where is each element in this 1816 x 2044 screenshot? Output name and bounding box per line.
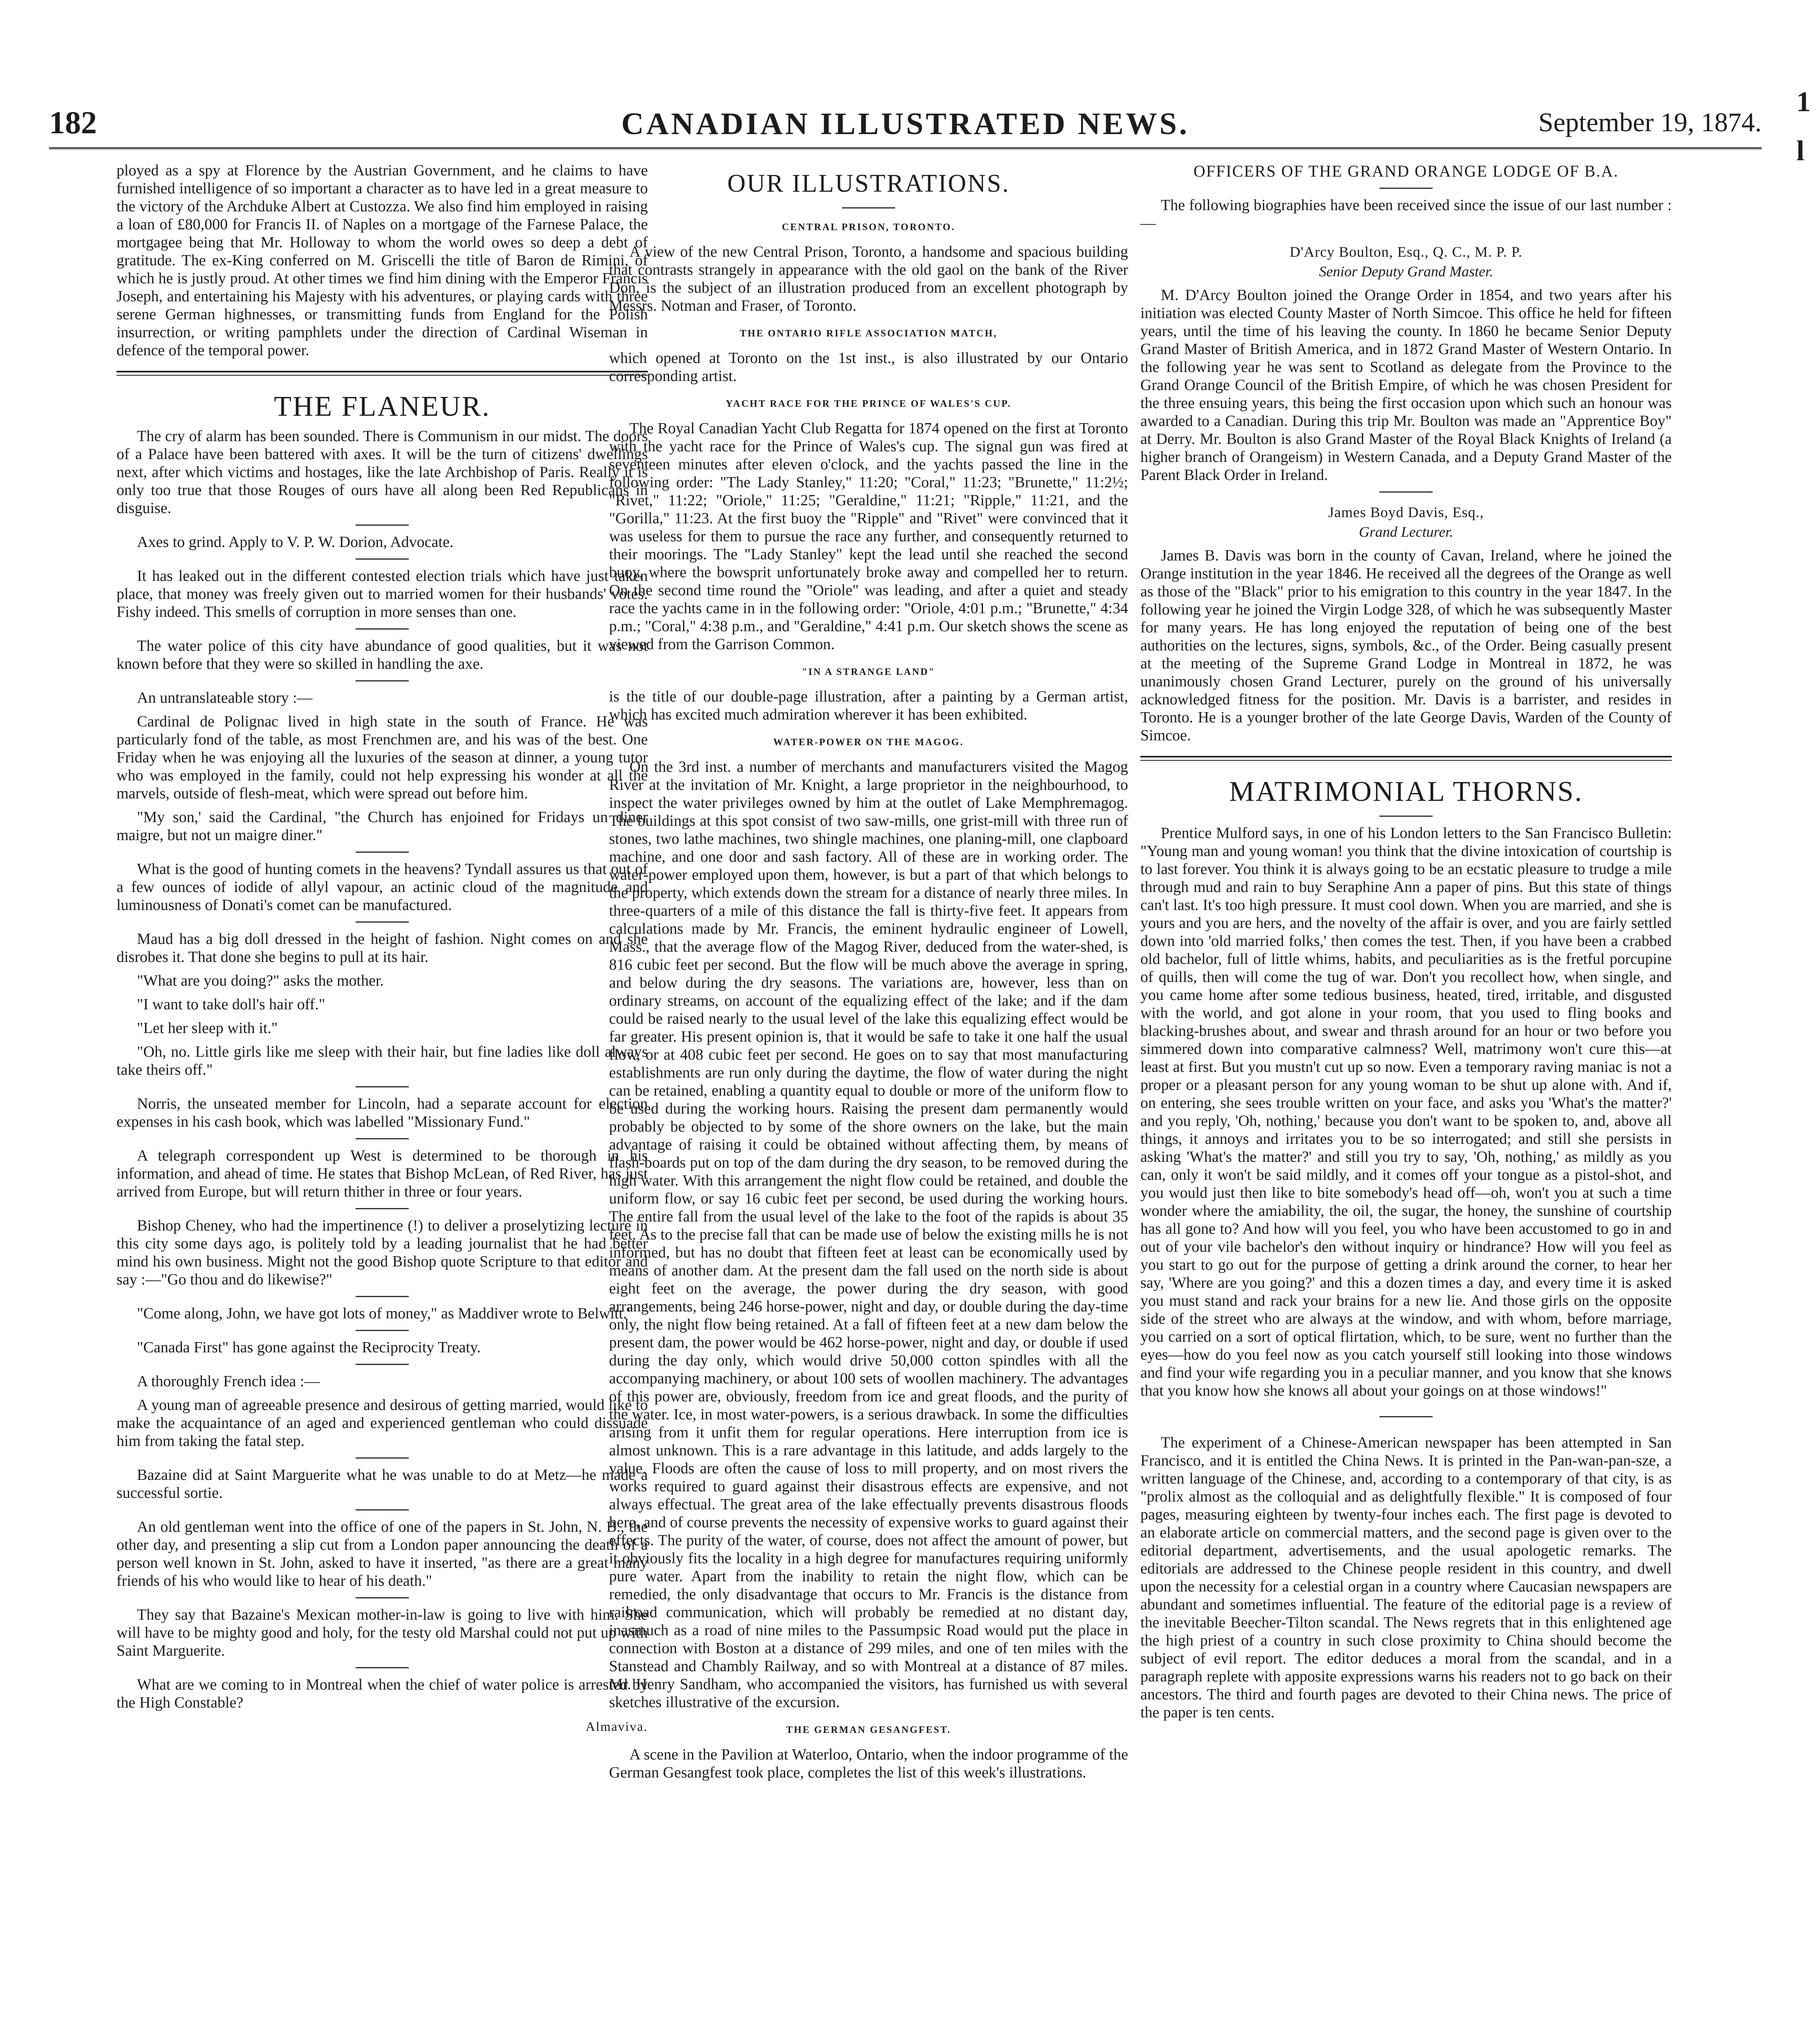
- paragraph: A view of the new Central Prison, Toronto, a handsome and spacious building that contrasts strangely in appearance with the old gaol on the bank of the River Don, is the subject of an illustration produced from an excellent photograph by Messrs. Notman and Fraser, of Toronto.: [609, 243, 1128, 314]
- continued-article: ployed as a spy at Florence by the Austrian Government, and he claims to have furnished intelligence of so important a character as to have led in a great measure to the victory of the Archduke Albert at Custozza. We also find him employed in raising a loan of £80,000 for Francis II. of Naples on a mortgage of the Farnese Palace, the mortgagee being that Mr. Holloway to whom the world owes so deep a debt of gratitude. The ex-King conferred on M. Griscelli the title of Baron de Rimini, of which he is justly proud. At other times we find him dining with the Emperor Francis Joseph, and entertaining his Majesty with his adventures, or playing cards with three serene German highnesses, or transmitting funds from England for the Polish insurrection, or writing pamphlets under the direction of Cardinal Wiseman in defence of the temporal power.: [116, 162, 648, 359]
- item-rule: [356, 1086, 409, 1087]
- subhead-gesangfest: THE GERMAN GESANGFEST.: [786, 1725, 951, 1735]
- paragraph: On the 3rd inst. a number of merchants and manufacturers visited the Magog River at the invitation of Mr. Knight, a large proprietor in the neighbourhood, to inspect the water privileges owned by him at the outlet of Lake Memphremagog. The buildings at this spot consist of two saw-mills, one grist-mill with three run of stones, two lathe machines, two shingle machines, one planing-mill, one clapboard machine, and one door and sash factory. All of these are in working order. The water-power employed upon them, however, is but a part of that which belongs to the property, which extends down the stream for a distance of nearly three miles. In three-quarters of a mile of this distance the fall is thirty-five feet. It appears from calculations made by Mr. Francis, the eminent hydraulic engineer of Lowell, Mass., that the average flow of the Magog River, deduced from the water-shed, is 816 cubic feet per second. But the flow will be much above the average in spring, and below during the dry seasons. The variations are, however, less than on ordinary streams, on account of the equalizing effect of the lake; and if the dam could be raised nearly to the usual level of the lake this equalizing effect would be far greater. His present opinion is, that it would be safe to take it one half the usual flow, or at 408 cubic feet per second. He goes on to say that most manufacturing establishments are run only during the daytime, the flow of water during the night can be retained, enabling a quantity equal to double or more of the uniform flow to be used during the working hours. Raising the present dam permanently would probably be objected to by some of the shore owners on the lake, but the main advantage of raising it could be obtained without affecting them, by means of flash-boards put on top of the dam during the dry season, to be removed during the high water. With this arrangement the night flow could be retained, and double the uniform flow, or say 16 cubic feet per second, be used during the working hours. The entire fall from the usual level of the lake to the foot of the rapids is about 35 feet. As to the precise fall that can be made use of below the existing mills he is not informed, but has no doubt that fifteen feet at least can be economically used by means of another dam. At the present dam the fall used on the north side is about eight feet on the average, the power during the dry season, with good arrangements, being 246 horse-power, night and day, or double during the day-time only, the night flow being retained. At a fall of fifteen feet at a new dam below the present dam, the power would be 462 horse-power, night and day, or double if used during the day only, which would drive 50,000 cotton spindles with all the accompanying machinery, or about 100 sets of woollen machinery. The advantages of this power are, obviously, freedom from ice and great floods, and the purity of the water. Ice, in most water-powers, is a serious drawback. In some the difficulties arising from it unfit them for regular operations. Here interruption from ice is almost unknown. This is a rare advantage in this latitude, and adds largely to the value. Floods are often the cause of loss to mill property, and on most rivers the works required to guard against their disastrous effects are expensive, and not always effectual. The great area of the lake effectually prevents disastrous floods here, and of course prevents the necessity of expensive works to guard against their effects. The purity of the water, of course, does not affect the amount of power, but it obviously fits the locality in a high degree for manufactures requiring uniformly pure water. Apart from the inability to retain the night flow, which can be remedied, the only disadvantage that occurs to Mr. Francis is the distance from railroad communication, which will probably be remedied at no distant day, inasmuch as a road of nine miles to the Passumpsic Road would put the place in connection with Boston at a distance of 299 miles, and one of ten miles with the Stanstead and Chambly Railway, and so with Montreal at a distance of 87 miles. Mr. Henry Sandham, who accompanied the visitors, has furnished us with several sketches illustrative of the excursion.: [609, 758, 1128, 1711]
- item-rule: [356, 1597, 409, 1598]
- paragraph: M. D'Arcy Boulton joined the Orange Order in 1854, and two years after his initiation was elected County Master of North Simcoe. This office he held for fifteen years, until the time of his leaving the county. In 1860 he became Senior Deputy Grand Master of British America, and in 1872 Grand Master of Western Ontario. In the following year he was sent to Scotland as delegate from the Province to the Grand Orange Council of the British Empire, of which he was chosen President for the three ensuing years, this being the first occasion upon which such an honour was awarded to a Canadian. During this trip Mr. Boulton was made an "Apprentice Boy" at Derry. Mr. Boulton is also Grand Master of the Royal Black Knights of Ireland (a higher branch of Orangeism) in Western Canada, and a Deputy Grand Master of the Parent Black Order in Ireland.: [1140, 287, 1672, 484]
- paragraph: Bishop Cheney, who had the impertinence (!) to deliver a proselytizing lecture in this city some days ago, is politely told by a leading journalist that he had better mind his own business. Might not the good Bishop quote Scripture to that editor and say :—"Go thou and do likewise?": [116, 1217, 648, 1288]
- edge-mark-top: 1: [1796, 86, 1811, 118]
- item-rule: [356, 1364, 409, 1365]
- paragraph: "Canada First" has gone against the Reciprocity Treaty.: [137, 1339, 481, 1356]
- paragraph: "Oh, no. Little girls like me sleep with their hair, but fine ladies like doll always take theirs off.": [116, 1043, 648, 1078]
- paragraph: Cardinal de Polignac lived in high state in the south of France. He was particularly fond of the table, as most Frenchmen are, and his was of the best. One Friday when he was enjoying all the luxuries of the season at dinner, a young tutor who was employed in the family, could not help expressing his wonder at all the marvels, outside of flesh-meat, which were spread out before him.: [116, 713, 648, 802]
- matrimonial-title: MATRIMONIAL THORNS.: [1229, 776, 1583, 807]
- masthead: [49, 102, 1762, 149]
- paragraph: What are we coming to in Montreal when the chief of water police is arrested by the High Constable?: [116, 1676, 648, 1711]
- item-rule: [356, 524, 409, 526]
- paragraph: A young man of agreeable presence and desirous of getting married, would like to make the acquaintance of an aged and experienced gentleman who could dissuade him from taking the fatal step.: [116, 1396, 648, 1450]
- biography-role-boulton: Senior Deputy Grand Master.: [1319, 263, 1493, 280]
- item-rule: [356, 852, 409, 853]
- subhead-yacht-race: YACHT RACE FOR THE PRINCE OF WALES'S CUP.: [726, 399, 1012, 409]
- paragraph: An untranslateable story :—: [137, 689, 313, 706]
- title-rule: [1379, 816, 1433, 817]
- newspaper-title: CANADIAN ILLUSTRATED NEWS.: [621, 107, 1189, 141]
- title-rule: [1379, 188, 1433, 189]
- paragraph: Bazaine did at Saint Marguerite what he was unable to do at Metz—he made a successful sortie.: [116, 1466, 648, 1502]
- item-rule: [356, 628, 409, 630]
- item-rule: [1379, 1416, 1433, 1417]
- paragraph: A scene in the Pavilion at Waterloo, Ontario, when the indoor programme of the German Gesangfest took place, completes the list of this week's illustrations.: [609, 1746, 1128, 1781]
- paragraph: A thoroughly French idea :—: [137, 1373, 320, 1390]
- paragraph: is the title of our double-page illustration, after a painting by a German artist, which has excited much admiration wherever it has been exhibited.: [609, 688, 1128, 723]
- paragraph: The cry of alarm has been sounded. There is Communism in our midst. The doors of a Palace have been battered with axes. It will be the turn of citizens' dwellings next, after which victims and hostages, like the late Archbishop of Paris. Really it is only too true that those Rouges of ours have all along been Red Republicans in disguise.: [116, 428, 648, 517]
- title-rule: [842, 207, 895, 208]
- paragraph: The following biographies have been received since the issue of our last number :—: [1140, 197, 1672, 232]
- item-rule: [356, 558, 409, 560]
- item-rule: [356, 680, 409, 681]
- paragraph: "Let her sleep with it.": [137, 1020, 278, 1037]
- flaneur-title: THE FLANEUR.: [274, 391, 490, 422]
- item-rule: [356, 1457, 409, 1459]
- signature: Almaviva.: [585, 1719, 648, 1734]
- section-divider: [1140, 756, 1672, 761]
- paragraph: Prentice Mulford says, in one of his London letters to the San Francisco Bulletin: "Young man and young woman! you think that the divine intoxication of courtship is to last forever. You think it is always going to be an ecstatic pleasure to trudge a mile through mud and rain to buy Seraphine Ann a paper of pins. But this state of things can't last. It's too high pressure. It must cool down. When you are married, and she is yours and you are hers, and the novelty of the affair is over, and you are fairly settled down into 'old married folks,' then comes the test. Then, if you have been a crabbed old bachelor, full of little whims, habits, and peculiarities as is the fretful porcupine of quills, then will come the tug of war. Don't you recollect how, when single, and you came home after some tedious business, heated, tired, irritable, and disgusted with the world, and got alone in your room, that you used to fling books and blacking-brushes about, and swear and thrash around for an hour or two before you simmered down into comparative calmness? Well, matrimony won't cure this—at least at first. But you mustn't cut up so now. Even a temporary raving maniac is not a proper or a pleasant person for any young woman to be shut up alone with. And if, on entering, she sees trouble written on your face, and asks you 'What's the matter?' and you reply, 'Oh, nothing,' because you don't want to be spoken to, and, above all things, it annoys and irritates you to be so interrogated; and still she persists in asking 'What's the matter?' and still you try to say, 'Oh, nothing,' as mildly as you can, only it won't be said mildly, and it comes off your tongue as a pistol-shot, and you would just then like to bite somebody's head off—oh, won't you at such a time wonder where the amiability, the oil, the sugar, the honey, the sunshine of courtship has all gone to? And how will you feel, you who have been accustomed to go in and out of your vile bachelor's den without inquiry or hindrance? How will you feel as you start to go out for the purpose of getting a drink around the corner, to hear her say, 'Where are you going?' and this a dozen times a day, and every time it is asked you must stand and rack your brains for a new lie. And those girls on the opposite side of the street who are always at the window, and with whom, before marriage, you carried on a sort of optical flirtation, which, to be sure, went no further than the eyes—how do you feel now as you catch yourself still looking into those windows and find your wife regarding you in a peculiar manner, and you know that she knows that you know how she knows all about your goings on at those windows!": [1140, 825, 1672, 1399]
- column-left: [116, 161, 648, 2044]
- biography-role-davis: Grand Lecturer.: [1359, 524, 1453, 540]
- issue-date: September 19, 1874.: [1538, 108, 1762, 137]
- paragraph: "I want to take doll's hair off.": [137, 996, 325, 1013]
- paragraph: A telegraph correspondent up West is determined to be thorough in his information, and ahead of time. He states that Bishop McLean, of Red River, has just arrived from Europe, but will return thither in three or four years.: [116, 1147, 648, 1200]
- subhead-central-prison: CENTRAL PRISON, TORONTO.: [781, 222, 956, 233]
- paragraph: The experiment of a Chinese-American newspaper has been attempted in San Francisco, and it is entitled the China News. It is printed in the Pan-wan-pan-sze, a written language of the Chinese, and, according to a contemporary of that city, is as "prolix almost as the colloquial and as delightfully flexible." It is composed of four pages, measuring eighteen by twenty-four inches each. The first page is devoted to an elaborate article on commercial matters, and the second page is given over to the editorial department, advertisements, and the usual apologetic remarks. The editorials are addressed to the Chinese people resident in this country, and dwell upon the necessity for a celestial organ in a country where Caucasian newspapers are abundant and sometimes influential. The feature of the editorial page is a review of the inevitable Beecher-Tilton scandal. The News regrets that in this enlightened age the high priest of a country in such close proximity to China should become the subject of evil report. The editor deduces a moral from the scandal, and in a paragraph replete with apposite expressions warns his readers not to go back on their ancestors. The third and fourth pages are devoted to their China news. The price of the paper is ten cents.: [1140, 1434, 1672, 1721]
- paragraph: James B. Davis was born in the county of Cavan, Ireland, where he joined the Orange institution in the year 1846. He received all the degrees of the Orange as well as those of the "Black" prior to his emigration to this country in the year 1847. In the following year he joined the Virgin Lodge 328, of which he was subsequently Master for many years. He has long enjoyed the reputation of being one of the best authorities on the lectures, signs, symbols, &c., of the Order. Being casually present at the meeting of the Supreme Grand Lodge in Montreal in 1872, he was unanimously chosen Grand Lecturer, purely on the ground of his universally acknowledged fitness for the position. Mr. Davis is a barrister, and resides in Toronto. He is a younger brother of the late George Davis, Warden of the County of Simcoe.: [1140, 547, 1672, 744]
- page-number: 182: [49, 105, 97, 140]
- biography-name-boulton: D'Arcy Boulton, Esq., Q. C., M. P. P.: [1290, 244, 1523, 260]
- paragraph: "What are you doing?" asks the mother.: [137, 972, 384, 989]
- paragraph: Axes to grind. Apply to V. P. W. Dorion, Advocate.: [137, 533, 454, 551]
- subhead-strange-land: "IN A STRANGE LAND": [802, 667, 936, 677]
- paragraph: which opened at Toronto on the 1st inst., is also illustrated by our Ontario corresponding artist.: [609, 350, 1128, 385]
- biography-name-davis: James Boyd Davis, Esq.,: [1328, 504, 1484, 520]
- item-rule: [356, 921, 409, 923]
- item-rule: [356, 1509, 409, 1511]
- edge-mark-second: l: [1796, 135, 1805, 167]
- subhead-rifle-match: THE ONTARIO RIFLE ASSOCIATION MATCH,: [739, 328, 998, 339]
- paragraph: Norris, the unseated member for Lincoln, had a separate account for election expenses in his cash book, which was labelled "Missionary Fund.": [116, 1095, 648, 1130]
- illustrations-title: OUR ILLUSTRATIONS.: [727, 170, 1010, 197]
- paragraph: The water police of this city have abundance of good qualities, but it was not known before that they were so skilled in handling the axe.: [116, 637, 648, 672]
- paragraph: They say that Bazaine's Mexican mother-in-law is going to live with him. She will have to be mighty good and holy, for the testy old Marshal could not put up with Saint Marguerite.: [116, 1606, 648, 1659]
- subhead-water-power: WATER-POWER ON THE MAGOG.: [773, 737, 964, 748]
- section-divider: [116, 371, 648, 376]
- paragraph: What is the good of hunting comets in the heavens? Tyndall assures us that out of a few ounces of iodide of allyl vapour, an actinic cloud of the magnitude and luminousness of Donati's comet can be manufactured.: [116, 861, 648, 914]
- item-rule: [356, 1208, 409, 1209]
- paragraph: The Royal Canadian Yacht Club Regatta for 1874 opened on the first at Toronto with the yacht race for the Prince of Wales's cup. The signal gun was fired at seventeen minutes after eleven o'clock, and the yachts passed the line in the following order: "The Lady Stanley," 11:20; "Coral," 11:23; "Brunette," 11:2½; "Rivet," 11:22; "Oriole," 11:25; "Geraldine," 11:21; "Ripple," 11:21, and the "Gorilla," 11:23. At the first buoy the "Ripple" and "Rivet" were convinced that it was useless for them to pursue the race any further, and consequently returned to their moorings. The "Lady Stanley" kept the lead until she reached the second buoy, where the bowsprit unfortunately broke away and compelled her to return. On the second time round the "Oriole" was leading, and after a quiet and steady race the yachts came in in the following order: "Oriole, 4:01 p.m.; "Brunette," 4:34 p.m.; "Coral," 4:38 p.m., and "Geraldine," 4:41 p.m. Our sketch shows the scene as viewed from the Garrison Common.: [609, 420, 1128, 653]
- item-rule: [1379, 491, 1433, 493]
- paragraph: An old gentleman went into the office of one of the papers in St. John, N. B., the other day, and presenting a slip cut from a London paper announcing the death of a person well known in St. John, asked to have it inserted, "as there are a great many friends of his who would like to hear of his death.": [116, 1518, 648, 1589]
- officers-title: OFFICERS OF THE GRAND ORANGE LODGE OF B.A.: [1193, 162, 1619, 180]
- column-right: [1140, 161, 1672, 2044]
- paragraph: It has leaked out in the different contested election trials which have just taken place, that money was freely given out to married women for their husbands' votes. Fishy indeed. This smells of corruption in more senses than one.: [116, 567, 648, 621]
- item-rule: [356, 1667, 409, 1668]
- item-rule: [356, 1330, 409, 1331]
- column-middle: [609, 161, 1128, 2044]
- item-rule: [356, 1138, 409, 1139]
- item-rule: [356, 1296, 409, 1297]
- paragraph: "My son,' said the Cardinal, "the Church has enjoined for Fridays un diner maigre, but not un maigre diner.": [116, 809, 648, 844]
- paragraph: "Come along, John, we have got lots of money," as Maddiver wrote to Belwitt.": [137, 1305, 634, 1322]
- paragraph: Maud has a big doll dressed in the height of fashion. Night comes on and she disrobes it. That done she begins to pull at its hair.: [116, 930, 648, 966]
